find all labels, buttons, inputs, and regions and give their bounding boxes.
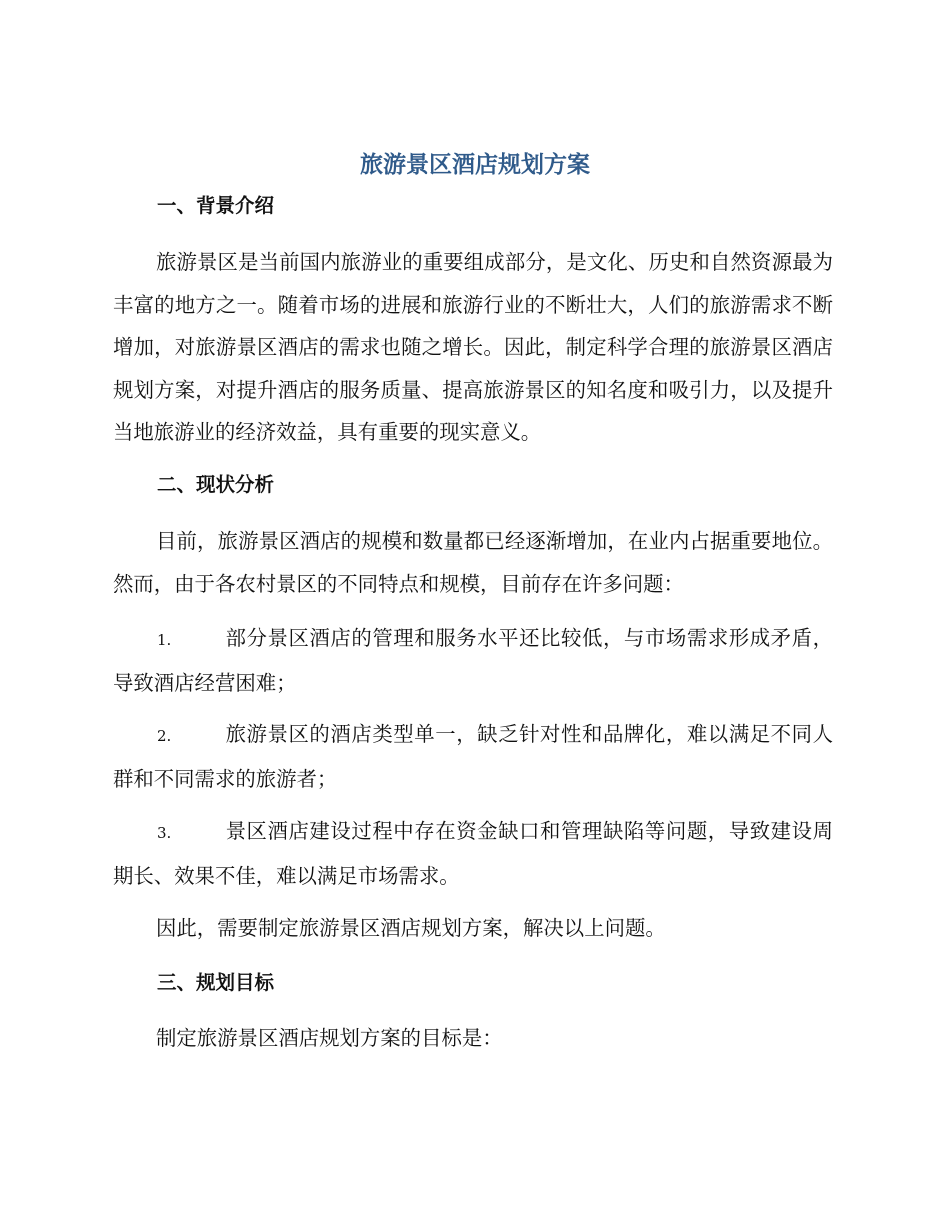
list-item	[113, 810, 833, 897]
list-item-text: 旅游景区的酒店类型单一，缺乏针对性和品牌化，难以满足不同人群和不同需求的旅游者；	[113, 722, 833, 791]
list-item-number: 1.	[157, 631, 172, 649]
list-item	[113, 713, 833, 800]
list-item-number: 3.	[157, 824, 172, 842]
section-heading-planning-goals: 三、规划目标	[157, 971, 275, 994]
paragraph-status-analysis: 目前，旅游景区酒店的规模和数量都已经逐渐增加，在业内占据重要地位。然而，由于各农村景区的不同特点和规模，目前存在许多问题：	[113, 529, 833, 596]
list-item	[113, 617, 833, 704]
list-item-number: 2.	[157, 727, 172, 745]
paragraph-background: 旅游景区是当前国内旅游业的重要组成部分，是文化、历史和自然资源最为丰富的地方之一。随着市场的进展和旅游行业的不断壮大，人们的旅游需求不断增加，对旅游景区酒店的需求也随之增长。因此，制定科学合理的旅游景区酒店规划方案，对提升酒店的服务质量、提高旅游景区的知名度和吸引力，以及提升当地旅游业的经济效益，具有重要的现实意义。	[113, 250, 833, 444]
section-heading-background: 一、背景介绍	[157, 194, 275, 217]
section-heading-status-analysis: 二、现状分析	[157, 473, 275, 496]
list-item-text: 景区酒店建设过程中存在资金缺口和管理缺陷等问题，导致建设周期长、效果不佳，难以满足市场需求。	[113, 819, 833, 888]
paragraph-conclusion: 因此，需要制定旅游景区酒店规划方案，解决以上问题。	[156, 916, 666, 940]
paragraph-planning-goals: 制定旅游景区酒店规划方案的目标是：	[156, 1026, 503, 1050]
list-item-text: 部分景区酒店的管理和服务水平还比较低，与市场需求形成矛盾，导致酒店经营困难；	[113, 626, 833, 695]
document-title: 旅游景区酒店规划方案	[360, 152, 590, 178]
